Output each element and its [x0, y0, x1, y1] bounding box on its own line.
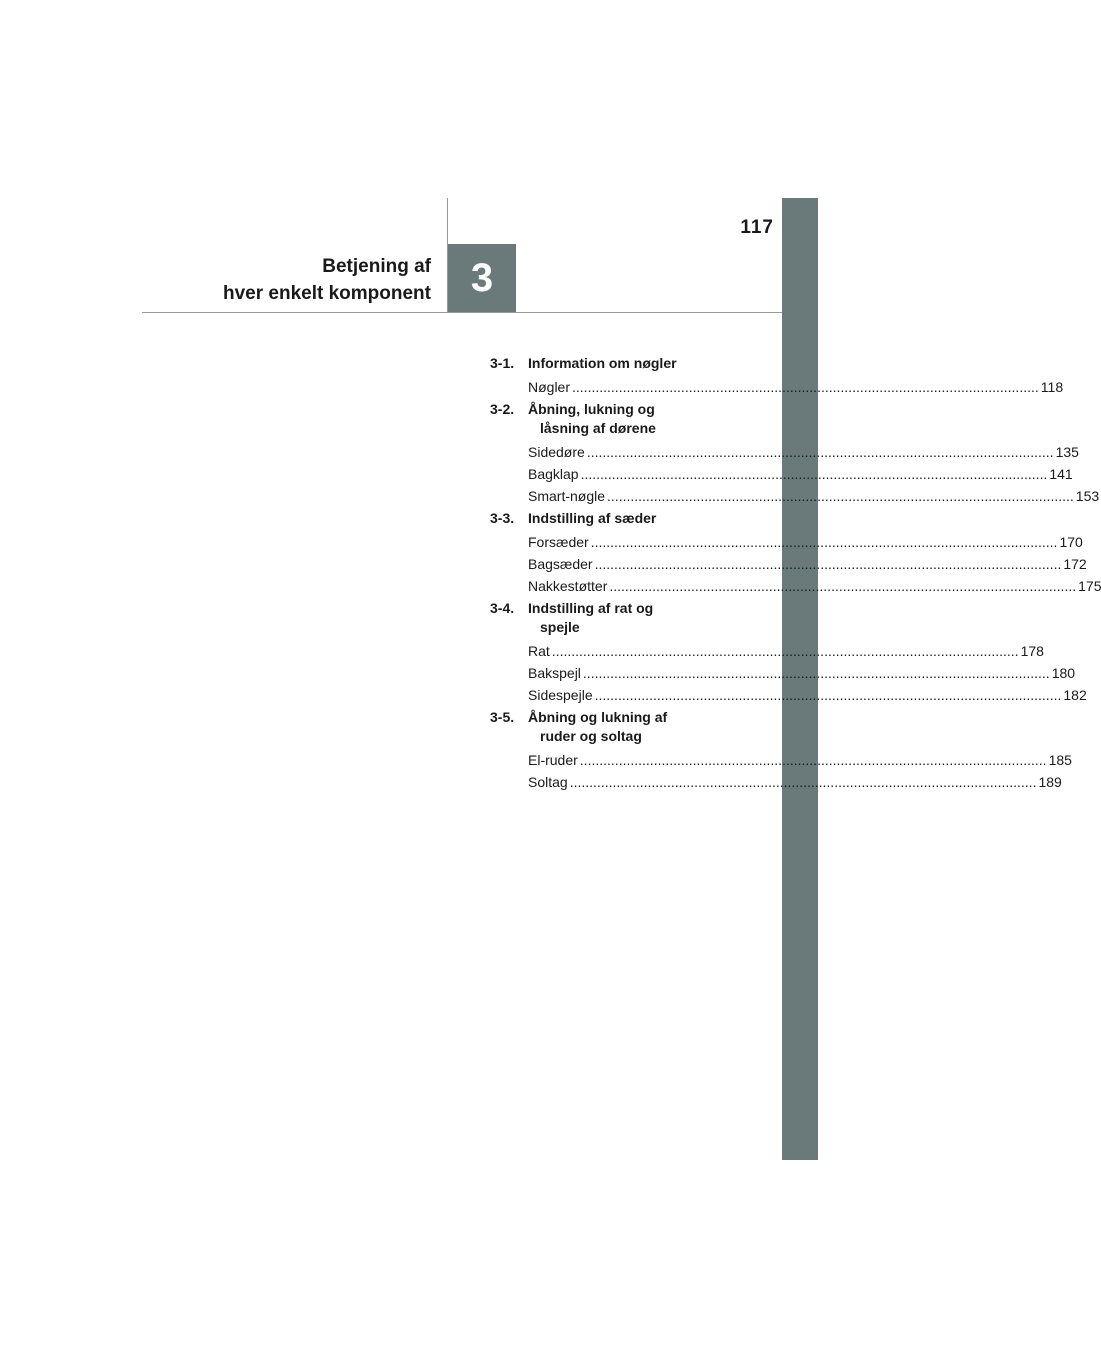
toc-entry[interactable] [490, 465, 1073, 483]
toc-entry-label: Soltag [528, 774, 568, 790]
toc-section-heading[interactable] [490, 599, 740, 637]
toc-dot-leader: ........................................................................................................................ [590, 534, 1058, 550]
toc-section-title-line2: låsning af dørene [540, 420, 656, 436]
toc-entry-label: Bakspejl [528, 665, 581, 681]
toc-entry-page: 172 [1063, 556, 1087, 572]
toc-entry-page: 175 [1078, 578, 1101, 594]
toc-entry-label: Sidedøre [528, 444, 585, 460]
chapter-title [150, 253, 431, 307]
toc-section-title-line1: Information om nøgler [528, 355, 677, 371]
toc-entry-label: Bagsæder [528, 556, 593, 572]
toc-entry-page: 118 [1040, 379, 1064, 395]
toc-entry-label: Bagklap [528, 466, 579, 482]
toc-entry[interactable] [490, 686, 1087, 704]
toc-section-title-line2: spejle [540, 619, 580, 635]
toc-entry-page: 189 [1038, 774, 1062, 790]
toc-section-title [528, 708, 740, 746]
toc-entry[interactable] [490, 664, 1076, 682]
toc-section-title [528, 354, 740, 373]
toc-dot-leader: ........................................................................................................................ [582, 665, 1050, 681]
toc-dot-leader: ........................................................................................................................ [579, 752, 1047, 768]
toc-entry-label: Forsæder [528, 534, 589, 550]
toc-section-number: 3-3. [490, 510, 515, 526]
toc-section-number: 3-2. [490, 401, 515, 417]
toc-section-title [528, 599, 740, 637]
toc-section [490, 708, 1072, 791]
toc-dot-leader: ........................................................................................................................ [586, 444, 1054, 460]
toc-entry-page: 178 [1020, 643, 1044, 659]
toc-dot-leader: ........................................................................................................................ [551, 643, 1019, 659]
toc-entry-page: 185 [1048, 752, 1072, 768]
toc-dot-leader: ........................................................................................................................ [609, 578, 1077, 594]
toc-entry-label: Smart-nøgle [528, 488, 606, 504]
toc-entry[interactable] [490, 443, 1079, 461]
toc-entry[interactable] [490, 642, 1044, 660]
toc-entry-label: Rat [528, 643, 550, 659]
toc-section-heading[interactable] [490, 400, 740, 438]
toc-entry-label: Sidespejle [528, 687, 593, 703]
chapter-number: 3 [470, 255, 494, 300]
toc-entry[interactable] [490, 773, 1062, 791]
toc-section [490, 599, 1087, 704]
toc-entry-page: 182 [1063, 687, 1087, 703]
toc-entry[interactable] [490, 577, 1101, 595]
chapter-number-box [448, 244, 516, 312]
toc-dot-leader: ........................................................................................................................ [580, 466, 1048, 482]
toc-dot-leader: ........................................................................................................................ [569, 774, 1037, 790]
toc-entry[interactable] [490, 378, 1064, 396]
toc-entry-label: El-ruder [528, 752, 578, 768]
toc-entry-page: 170 [1059, 534, 1083, 550]
chapter-title-line1: Betjening af [322, 256, 431, 277]
toc-entry-page: 180 [1051, 665, 1076, 681]
header-horizontal-rule [142, 312, 782, 313]
toc-entry-label: Nakkestøtter [528, 578, 608, 594]
toc-section [490, 400, 1100, 505]
toc-dot-leader: ........................................................................................................................ [594, 556, 1062, 572]
toc-section-number: 3-4. [490, 600, 515, 616]
toc-section-title [528, 400, 740, 438]
toc-entry-page: 135 [1055, 444, 1079, 460]
toc-entry[interactable] [490, 533, 1083, 551]
toc-entry[interactable] [490, 487, 1100, 505]
toc-entry[interactable] [490, 751, 1072, 769]
toc-section-heading[interactable] [490, 509, 740, 528]
toc-section [490, 354, 1064, 396]
toc-dot-leader: ........................................................................................................................ [594, 687, 1062, 703]
toc-section-title-line1: Åbning og lukning af [528, 709, 668, 725]
toc-section-heading[interactable] [490, 708, 740, 746]
toc-section-number: 3-5. [490, 709, 515, 725]
toc-section-title-line1: Åbning, lukning og [528, 401, 655, 417]
toc-dot-leader: ........................................................................................................................ [572, 379, 1039, 395]
toc-entry[interactable] [490, 555, 1087, 573]
toc-section-title-line1: Indstilling af rat og [528, 600, 654, 616]
toc-dot-leader: ........................................................................................................................ [607, 488, 1074, 504]
toc-section [490, 509, 1101, 595]
toc-section-title [528, 509, 740, 528]
toc-section-title-line2: ruder og soltag [540, 728, 642, 744]
toc-section-heading[interactable] [490, 354, 740, 373]
toc-entry-label: Nøgler [528, 379, 571, 395]
toc-section-title-line1: Indstilling af sæder [528, 510, 657, 526]
toc-entry-page: 153 [1075, 488, 1100, 504]
toc-section-number: 3-1. [490, 355, 515, 371]
table-of-contents [490, 354, 1101, 795]
chapter-title-line2: hver enkelt komponent [223, 283, 431, 304]
toc-entry-page: 141 [1049, 466, 1073, 482]
page-number: 117 [740, 217, 774, 238]
